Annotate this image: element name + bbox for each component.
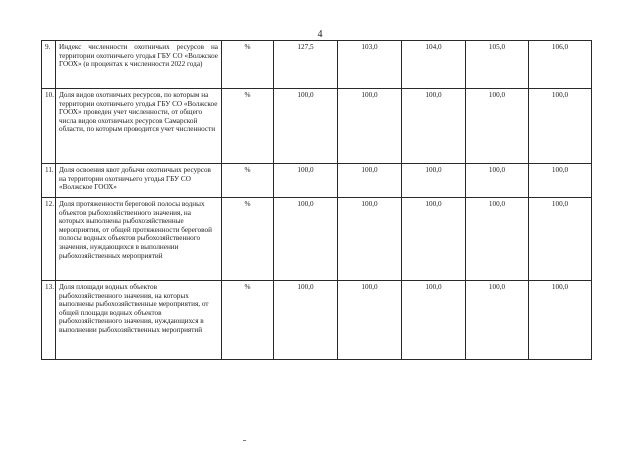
value-cell: 100,0 bbox=[529, 281, 592, 360]
row-number: 9. bbox=[42, 41, 56, 89]
indicator-name: Доля видов охотничьих ресурсов, по которым на территории охотничьего угодья ГБУ СО «Волжское ГООХ» проведен учет численности, от общего числа видов охотничьих ресурсов Самарской области, по которым проводится учет численности bbox=[56, 89, 222, 164]
value-cell: 127,5 bbox=[274, 41, 338, 89]
value-cell: 100,0 bbox=[529, 198, 592, 281]
unit-cell: % bbox=[222, 164, 274, 198]
value-cell: 100,0 bbox=[274, 89, 338, 164]
value-cell: 100,0 bbox=[466, 281, 529, 360]
value-cell: 100,0 bbox=[274, 281, 338, 360]
value-cell: 106,0 bbox=[529, 41, 592, 89]
unit-cell: % bbox=[222, 198, 274, 281]
value-cell: 100,0 bbox=[402, 164, 466, 198]
value-cell: 100,0 bbox=[402, 198, 466, 281]
value-cell: 100,0 bbox=[338, 164, 402, 198]
value-cell: 100,0 bbox=[466, 164, 529, 198]
indicator-name: Доля площади водных объектов рыбохозяйственного значения, на которых выполнены рыбохозяйственные мероприятия, от общей площади водных объектов рыбохозяйственного значения, нуждающихся в выполнении рыбохозяйственных мероприятий bbox=[56, 281, 222, 360]
indicator-name: Индекс численности охотничьих ресурсов на территории охотничьего угодья ГБУ СО «Волжское ГООХ» (в процентах к численности 2022 года) bbox=[56, 41, 222, 89]
unit-cell: % bbox=[222, 89, 274, 164]
value-cell: 100,0 bbox=[466, 198, 529, 281]
value-cell: 100,0 bbox=[529, 164, 592, 198]
row-number: 12. bbox=[42, 198, 56, 281]
value-cell: 100,0 bbox=[338, 89, 402, 164]
unit-cell: % bbox=[222, 41, 274, 89]
value-cell: 100,0 bbox=[274, 164, 338, 198]
value-cell: 100,0 bbox=[402, 89, 466, 164]
indicator-name: Доля протяженности береговой полосы водных объектов рыбохозяйственного значения, на которых выполнены рыбохозяйственные мероприятия, от общей протяженности береговой полосы водных объектов рыбохозяйственного значения, нуждающихся в выполнении рыбохозяйственных мероприятий bbox=[56, 198, 222, 281]
value-cell: 100,0 bbox=[466, 89, 529, 164]
value-cell: 105,0 bbox=[466, 41, 529, 89]
unit-cell: % bbox=[222, 281, 274, 360]
scan-speck bbox=[243, 440, 246, 441]
row-number: 11. bbox=[42, 164, 56, 198]
value-cell: 100,0 bbox=[338, 198, 402, 281]
table-row bbox=[42, 41, 592, 89]
value-cell: 100,0 bbox=[274, 198, 338, 281]
table-row bbox=[42, 164, 592, 198]
row-number: 10. bbox=[42, 89, 56, 164]
row-number: 13. bbox=[42, 281, 56, 360]
value-cell: 100,0 bbox=[529, 89, 592, 164]
page-number: 4 bbox=[317, 29, 323, 40]
value-cell: 100,0 bbox=[338, 281, 402, 360]
indicator-name: Доля освоения квот добычи охотничьих ресурсов на территории охотничьего угодья ГБУ СО «Волжское ГООХ» bbox=[56, 164, 222, 198]
table-row bbox=[42, 281, 592, 360]
value-cell: 104,0 bbox=[402, 41, 466, 89]
value-cell: 103,0 bbox=[338, 41, 402, 89]
table-row bbox=[42, 89, 592, 164]
indicators-table bbox=[41, 40, 592, 360]
value-cell: 100,0 bbox=[402, 281, 466, 360]
table-row bbox=[42, 198, 592, 281]
